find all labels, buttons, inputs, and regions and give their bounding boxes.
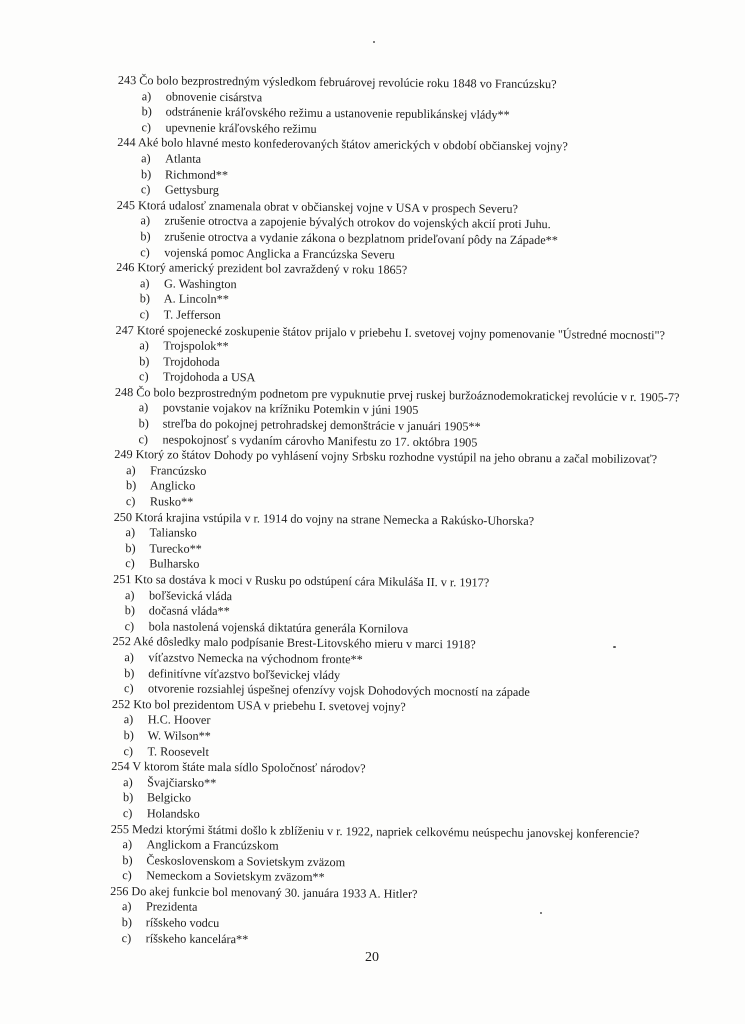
question-block: [117, 73, 698, 141]
question-block: [114, 385, 695, 453]
option-text: Turecko**: [149, 541, 202, 556]
option-letter: c): [123, 743, 134, 758]
option-text: bola nastolená vojenská diktatúra generála Kornilova: [148, 619, 409, 636]
option-letter: c): [140, 182, 151, 197]
option-letter: c): [124, 618, 135, 633]
option-letter: b): [141, 104, 152, 119]
option-text: Taliansko: [149, 525, 197, 540]
option-letter: b): [122, 790, 134, 805]
question-text: 254 V ktorom štáte mala sídlo Spoločnosť národov?: [111, 759, 366, 776]
question-text: 256 Do akej funkcie bol menovaný 30. januára 1933 A. Hitler?: [110, 883, 418, 901]
option-text: odstránenie kráľovského režimu a ustanovenie republikánskej vlády**: [165, 104, 510, 122]
option-text: Prezidenta: [145, 899, 198, 915]
option-letter: b): [139, 291, 151, 306]
option-text: Anglicko: [149, 478, 196, 494]
question-text: 246 Ktorý americký prezident bol zavraždený v roku 1865?: [116, 260, 408, 277]
option-letter: a): [121, 899, 132, 914]
option-text: upevnenie kráľovského režimu: [165, 120, 317, 136]
option-letter: a): [122, 837, 133, 852]
option-letter: c): [124, 681, 134, 696]
option-text: G. Washington: [163, 276, 237, 291]
option-letter: a): [126, 462, 136, 478]
option-text: Trojdohoda: [163, 354, 220, 369]
question-text: 248 Čo bolo bezprostredným podnetom pre vypuknutie prvej ruskej buržoáznodemokratickej revolúcie v r. 1905-7?: [114, 384, 680, 405]
page-number: 20: [365, 950, 379, 965]
option-text: zrušenie otroctva a vydanie zákona o bezplatnom prideľovaní pôdy na Západe**: [164, 229, 558, 248]
option-text: Holandsko: [146, 806, 200, 821]
option-letter: c): [125, 556, 135, 571]
option-text: obnovenie cisárstva: [165, 89, 263, 104]
option-text: Trojdohoda a USA: [163, 369, 256, 385]
option-letter: c): [121, 930, 132, 945]
option-letter: a): [125, 525, 136, 540]
scan-speck: [373, 41, 375, 43]
option-text: Rusko**: [149, 494, 194, 509]
question-text: 250 Ktorá krajina vstúpila v r. 1914 do vojny na strane Nemecka a Rakúsko-Uhorska?: [113, 509, 535, 528]
option-letter: a): [139, 338, 149, 353]
option-letter: c): [139, 307, 150, 322]
option-text: Švajčiarsko**: [147, 775, 217, 790]
option-letter: c): [138, 431, 149, 446]
option-text: W. Wilson**: [147, 728, 211, 743]
option-letter: a): [141, 88, 152, 103]
question-text: 252 Kto bol prezidentom USA v priebehu I. svetovej vojny?: [111, 696, 406, 714]
question-list: [110, 73, 698, 952]
option-letter: b): [140, 166, 152, 181]
option-text: otvorenie rozsiahlej úspešnej ofenzívy vojsk Dohodových mocností na západe: [148, 681, 530, 700]
option-text: víťazstvo Nemecka na východnom fronte**: [148, 650, 363, 667]
option-letter: b): [124, 665, 135, 680]
option-text: boľševická vláda: [148, 587, 233, 603]
question-block: [116, 260, 697, 328]
option-text: T. Jefferson: [163, 307, 221, 322]
question-text: 244 Aké bolo hlavné mesto konfederovaných štátov amerických v období občianskej vojny?: [117, 135, 568, 154]
question-block: [114, 447, 695, 515]
option-text: vojenská pomoc Anglicka a Francúzska Severu: [164, 244, 395, 262]
question-text: 255 Medzi ktorými štátmi došlo k zblíženiu v r. 1922, napriek celkovému neúspechu janovskej konferencie?: [110, 821, 640, 841]
question-block: [111, 697, 692, 765]
option-letter: a): [123, 712, 134, 727]
option-text: A. Lincoln**: [163, 291, 229, 307]
option-letter: a): [123, 774, 133, 789]
option-text: Gettysburg: [164, 182, 219, 198]
option-letter: a): [124, 650, 134, 665]
question-text: 247 Ktoré spojenecké zoskupenie štátov prijalo v priebehu I. svetovej vojny pomenovanie "Ústredné mocnosti"?: [115, 322, 666, 342]
question-block: [117, 135, 698, 203]
question-block: [110, 821, 691, 889]
option-text: zrušenie otroctva a zapojenie bývalých otrokov do vojenských akcií proti Juhu.: [164, 213, 551, 232]
question-block: [110, 884, 691, 952]
question-text: 251 Kto sa dostáva k moci v Rusku po odstúpení cára Mikuláša II. v r. 1917?: [113, 571, 490, 590]
option-letter: c): [140, 244, 150, 259]
option-text: Trojspolok**: [163, 338, 229, 354]
question-text: 252 Aké dôsledky malo podpísanie Brest-Litovského mieru v marci 1918?: [112, 634, 476, 652]
option-letter: b): [125, 478, 137, 493]
question-text: 249 Ktorý zo štátov Dohody po vyhlásení vojny Srbsku rozhodne vystúpil na jeho obranu a začal mobilizovať?: [114, 447, 658, 467]
option-letter: c): [141, 120, 152, 135]
option-letter: a): [139, 275, 150, 291]
question-text: 243 Čo bolo bezprostredným výsledkom februárovej revolúcie roku 1848 vo Francúzsku?: [117, 73, 557, 92]
option-text: H.C. Hoover: [147, 712, 211, 728]
option-letter: c): [139, 369, 149, 384]
option-letter: a): [141, 151, 151, 166]
option-letter: b): [125, 540, 136, 556]
question-block: [115, 322, 696, 390]
question-text: 245 Ktorá udalosť znamenala obrat v občianskej vojne v USA v prospech Severu?: [116, 197, 518, 216]
option-letter: a): [140, 213, 151, 228]
option-text: streľba do pokojnej petrohradskej demonštrácie v januári 1905**: [162, 416, 481, 434]
option-text: Bulharsko: [149, 556, 200, 572]
option-letter: b): [140, 229, 151, 244]
option-text: Richmond**: [164, 167, 229, 182]
option-text: povstanie vojakov na krížniku Potemkin v júni 1905: [162, 400, 419, 418]
option-letter: b): [123, 728, 134, 743]
option-letter: b): [121, 915, 133, 930]
option-letter: c): [122, 868, 132, 883]
option-letter: b): [122, 852, 133, 867]
option-text: Belgicko: [146, 790, 192, 806]
question-block: [112, 634, 693, 702]
question-block: [113, 572, 694, 640]
question-block: [113, 510, 694, 578]
question-block: [111, 759, 692, 827]
option-text: Francúzsko: [150, 463, 207, 478]
option-text: Československom a Sovietskym zväzom: [146, 852, 346, 869]
question-block: [116, 198, 697, 266]
option-text: Atlanta: [165, 151, 202, 166]
option-text: Anglickom a Francúzskom: [146, 837, 279, 853]
option-letter: a): [138, 400, 149, 415]
option-text: Nemeckom a Sovietskym zväzom**: [146, 868, 325, 885]
option-letter: c): [122, 805, 133, 821]
option-text: ríšskeho kancelára**: [145, 930, 249, 946]
option-letter: c): [125, 494, 136, 509]
option-letter: b): [139, 353, 150, 369]
option-text: T. Roosevelt: [147, 743, 209, 759]
option-letter: b): [138, 416, 149, 431]
option-letter: b): [124, 603, 136, 618]
option-text: nespokojnosť s vydaním cárovho Manifestu zo 17. októbra 1905: [162, 432, 478, 450]
option-text: definitívne víťazstvo boľševickej vlády: [148, 665, 341, 682]
option-text: ríšskeho vodcu: [145, 915, 220, 931]
option-letter: a): [124, 587, 135, 602]
option-text: dočasná vláda**: [148, 603, 230, 619]
